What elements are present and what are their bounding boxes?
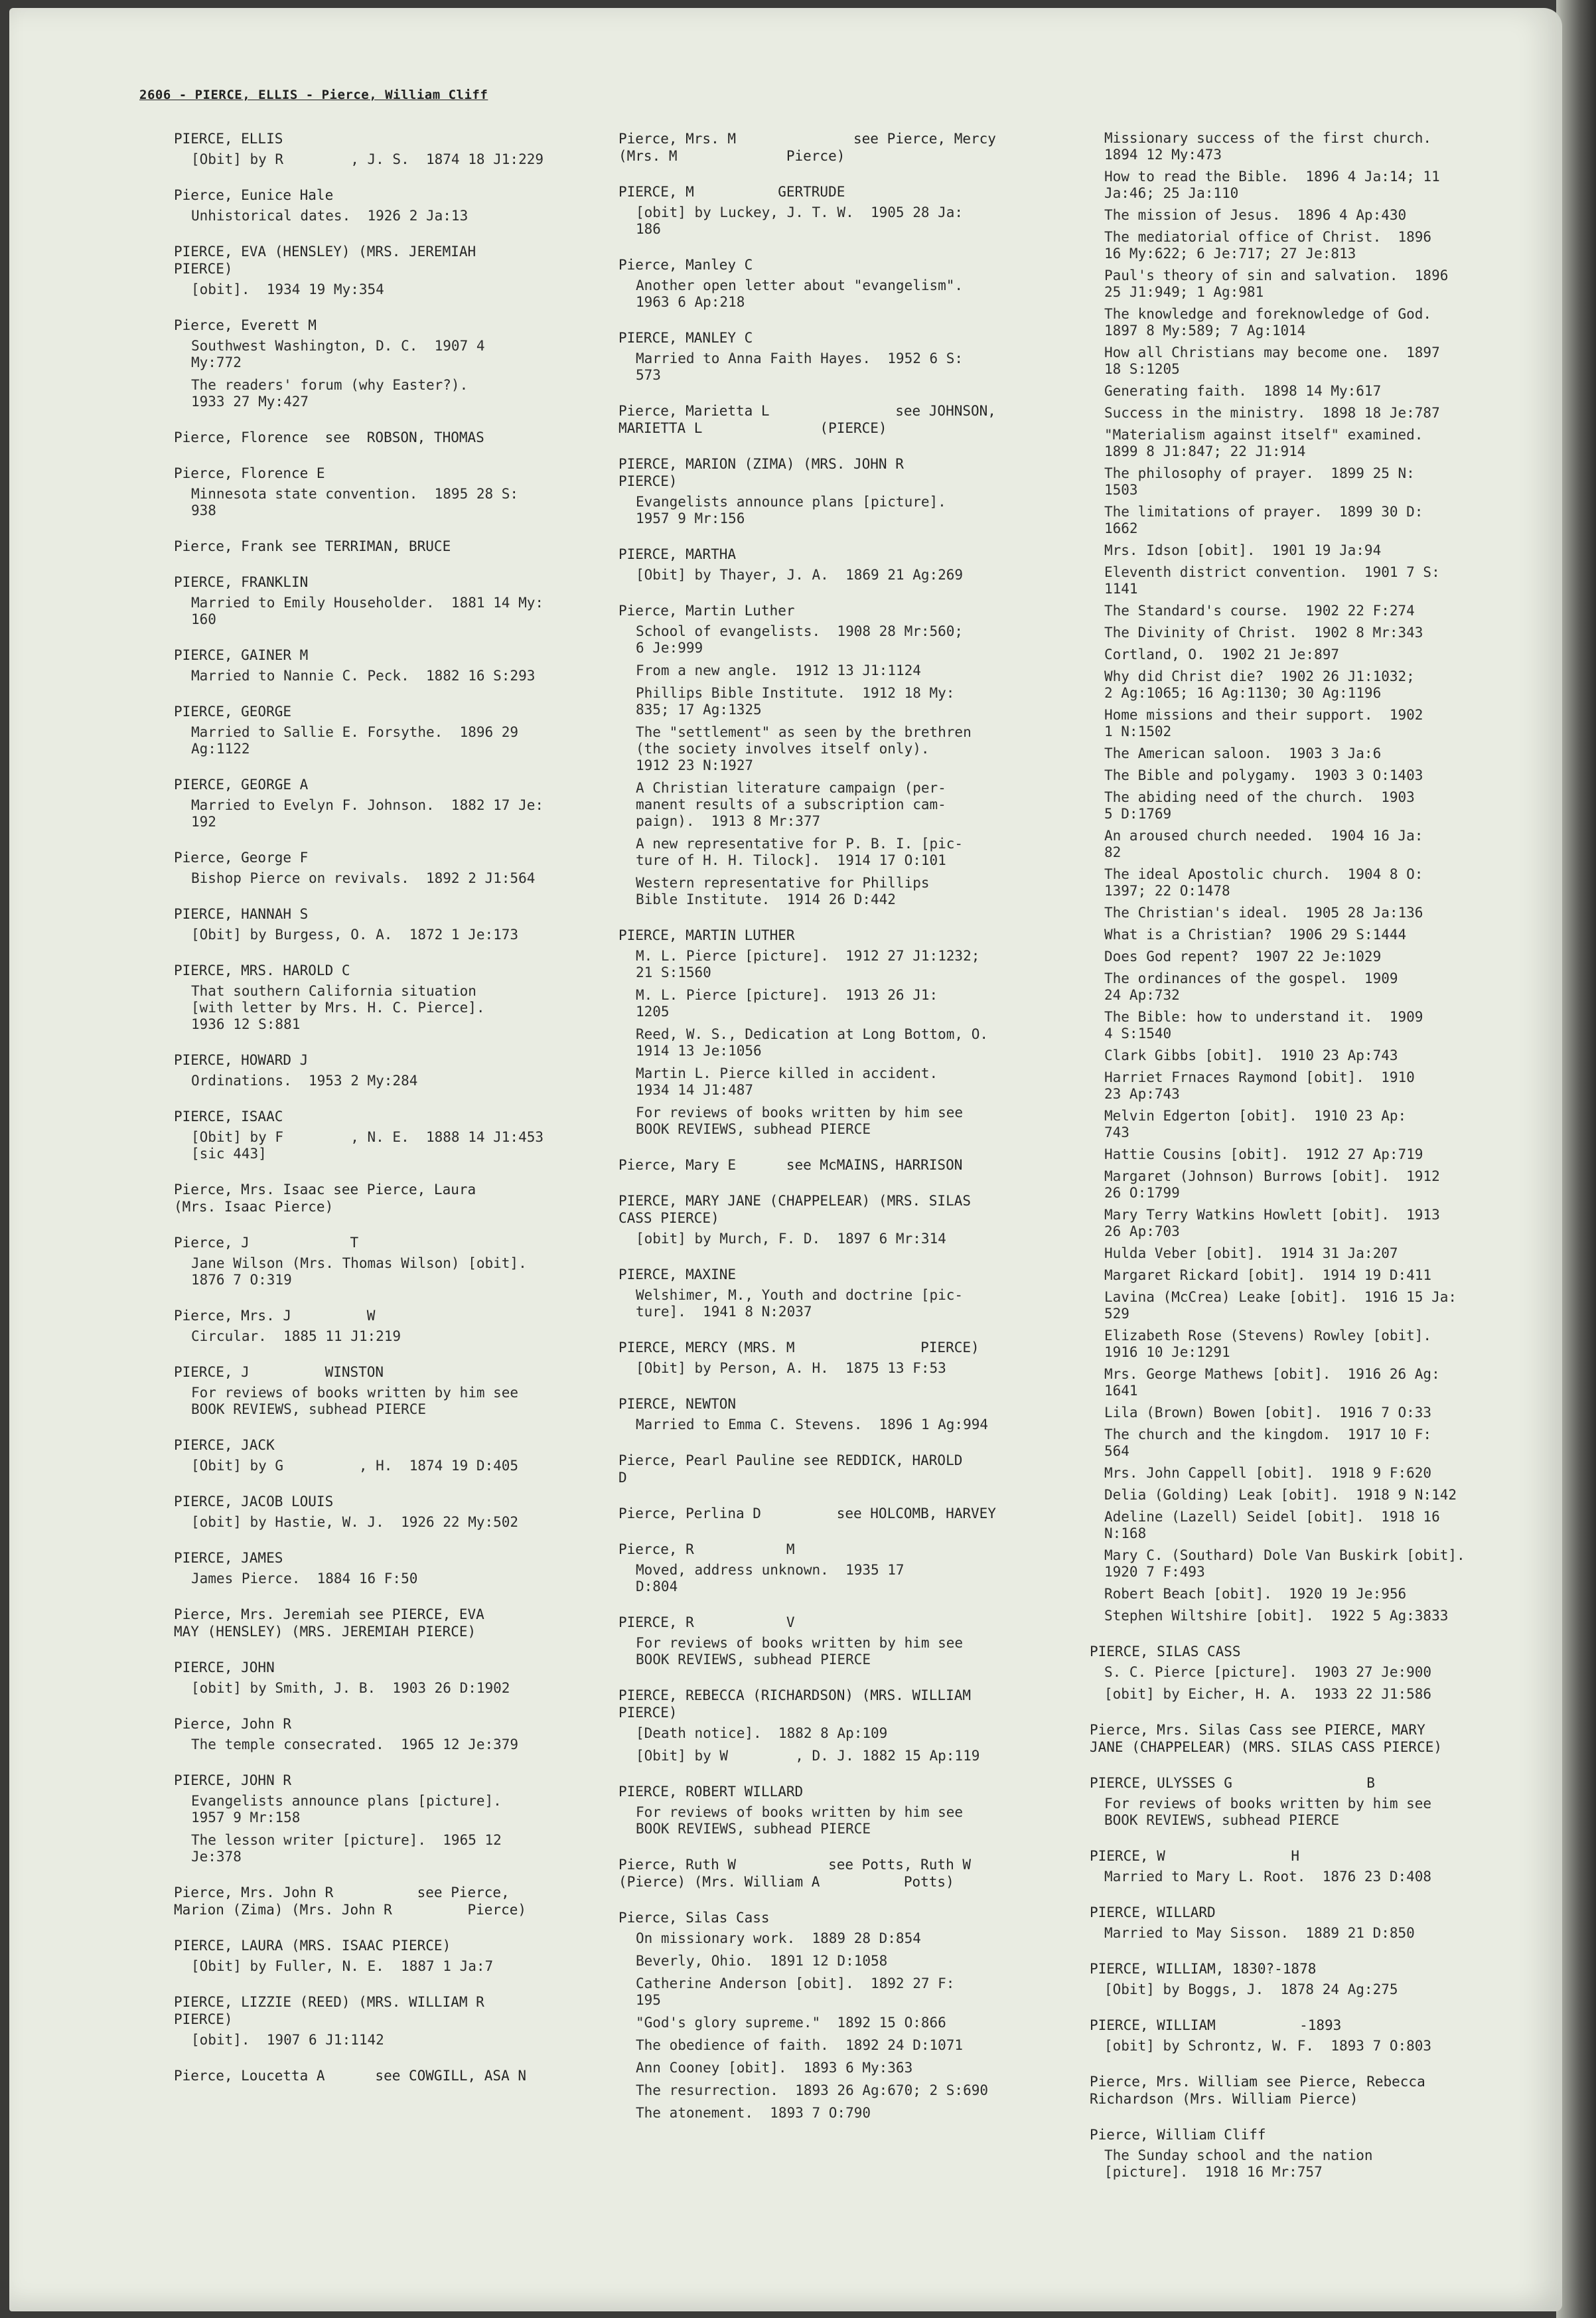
entry-citation: [Obit] by Boggs, J. 1878 24 Ag:275 — [1104, 1981, 1398, 1997]
entry-heading: PIERCE, EVA (HENSLEY) (MRS. JEREMIAH PIERCE) — [174, 244, 476, 277]
entry-citation: Southwest Washington, D. C. 1907 4 My:772 — [191, 338, 485, 370]
entry-citation: Married to Emily Householder. 1881 14 My: 160 — [191, 595, 544, 627]
entry-citation: Hattie Cousins [obit]. 1912 27 Ap:719 — [1104, 1146, 1423, 1162]
entry-citation: How all Christians may become one. 1897 18 S:1205 — [1104, 345, 1440, 377]
entry-heading: PIERCE, HANNAH S — [174, 906, 309, 922]
index-entry — [618, 1452, 1050, 1486]
entry-citation: Married to Nannie C. Peck. 1882 16 S:293 — [191, 668, 536, 684]
entry-heading: Pierce, Manley C — [618, 257, 753, 273]
entry-heading: Pierce, Frank see TERRIMAN, BRUCE — [174, 538, 451, 554]
entry-citation: [Obit] by Fuller, N. E. 1887 1 Ja:7 — [191, 1958, 494, 1974]
entry-heading: PIERCE, LAURA (MRS. ISAAC PIERCE) — [174, 1938, 451, 1954]
index-entry — [618, 1909, 1050, 2122]
entry-heading: PIERCE, J WINSTON — [174, 1364, 384, 1380]
entry-citation: [Obit] by Person, A. H. 1875 13 F:53 — [636, 1360, 946, 1376]
entry-heading: Pierce, Mrs. M see Pierce, Mercy (Mrs. M Pierce) — [618, 131, 996, 164]
index-entry — [174, 1181, 585, 1215]
entry-citation: Phillips Bible Institute. 1912 18 My: 835; 17 Ag:1325 — [636, 685, 955, 718]
entry-citation: Evangelists announce plans [picture]. 1957 9 Mr:158 — [191, 1793, 502, 1825]
entry-citation: Mrs. George Mathews [obit]. 1916 26 Ag: 1641 — [1104, 1366, 1440, 1399]
index-entry — [174, 1884, 585, 1918]
entry-citation: [Obit] by F , N. E. 1888 14 J1:453 [sic 443] — [191, 1129, 544, 1162]
entry-heading: Pierce, William Cliff — [1090, 2127, 1266, 2143]
entry-citation: [Obit] by R , J. S. 1874 18 J1:229 — [191, 151, 544, 167]
entry-citation: For reviews of books written by him see BOOK REVIEWS, subhead PIERCE — [636, 1105, 964, 1137]
index-entry — [618, 256, 1050, 311]
index-entry — [174, 962, 585, 1033]
index-entry — [174, 1108, 585, 1162]
entry-citation: [obit] by Luckey, J. T. W. 1905 28 Ja: 186 — [636, 204, 964, 237]
index-entry — [174, 1493, 585, 1531]
index-entry — [618, 402, 1050, 437]
running-head: 2606 - PIERCE, ELLIS - Pierce, William Cliff — [139, 88, 488, 102]
entry-heading: PIERCE, LIZZIE (REED) (MRS. WILLIAM R PIERCE) — [174, 1994, 484, 2027]
entry-heading: Pierce, Pearl Pauline see REDDICK, HAROLD D — [618, 1452, 963, 1486]
entry-heading: Pierce, Silas Cass — [618, 1910, 770, 1926]
entry-heading: PIERCE, MARTIN LUTHER — [618, 927, 795, 943]
entry-heading: Pierce, Marietta L see JOHNSON, MARIETTA L (PIERCE) — [618, 403, 996, 436]
entry-citation: The atonement. 1893 7 O:790 — [636, 2105, 871, 2121]
entry-citation: From a new angle. 1912 13 J1:1124 — [636, 662, 921, 678]
index-entry — [618, 455, 1050, 527]
index-entry — [618, 546, 1050, 583]
entry-citation: The church and the kingdom. 1917 10 F: 564 — [1104, 1427, 1432, 1459]
index-entry — [174, 849, 585, 887]
entry-citation: Paul's theory of sin and salvation. 1896 25 J1:949; 1 Ag:981 — [1104, 268, 1449, 300]
entry-heading: PIERCE, MAXINE — [618, 1267, 737, 1282]
entry-heading: PIERCE, ROBERT WILLARD — [618, 1784, 804, 1800]
index-entry — [618, 1192, 1050, 1247]
entry-citation: Mrs. Idson [obit]. 1901 19 Ja:94 — [1104, 542, 1382, 558]
entry-citation: "God's glory supreme." 1892 15 O:866 — [636, 2015, 946, 2031]
entry-citation: The lesson writer [picture]. 1965 12 Je:378 — [191, 1832, 502, 1865]
index-entry — [1090, 1774, 1541, 1829]
entry-citation: Mary Terry Watkins Howlett [obit]. 1913 26 Ap:703 — [1104, 1207, 1440, 1239]
entry-citation: The American saloon. 1903 3 Ja:6 — [1104, 745, 1382, 761]
index-entry — [1090, 130, 1541, 1624]
index-entry — [618, 1339, 1050, 1377]
entry-citation: Minnesota state convention. 1895 28 S: 938 — [191, 486, 519, 518]
column-right — [1090, 130, 1541, 2199]
entry-citation: For reviews of books written by him see BOOK REVIEWS, subhead PIERCE — [636, 1635, 964, 1667]
index-entry — [174, 2067, 585, 2084]
entry-citation: Generating faith. 1898 14 My:617 — [1104, 383, 1382, 399]
index-entry — [174, 187, 585, 224]
entry-heading: PIERCE, JAMES — [174, 1550, 283, 1566]
entry-citation: Ann Cooney [obit]. 1893 6 My:363 — [636, 2060, 913, 2076]
entry-citation: Married to Anna Faith Hayes. 1952 6 S: 573 — [636, 350, 964, 383]
index-entry — [174, 703, 585, 757]
entry-heading: PIERCE, JOHN — [174, 1660, 275, 1675]
entry-citation: Robert Beach [obit]. 1920 19 Je:956 — [1104, 1586, 1407, 1602]
index-entry — [174, 1363, 585, 1418]
entry-citation: The mission of Jesus. 1896 4 Ap:430 — [1104, 207, 1407, 223]
entry-citation: The ordinances of the gospel. 1909 24 Ap:732 — [1104, 970, 1398, 1003]
entry-citation: Circular. 1885 11 J1:219 — [191, 1328, 401, 1344]
entry-citation: The mediatorial office of Christ. 1896 16 My:622; 6 Je:717; 27 Je:813 — [1104, 229, 1432, 262]
entry-heading: Pierce, John R — [174, 1716, 292, 1732]
entry-citation: For reviews of books written by him see BOOK REVIEWS, subhead PIERCE — [636, 1804, 964, 1837]
entry-citation: Harriet Frnaces Raymond [obit]. 1910 23 Ap:743 — [1104, 1069, 1415, 1102]
index-entry — [618, 602, 1050, 908]
entry-heading: PIERCE, MRS. HAROLD C — [174, 963, 350, 978]
entry-heading: PIERCE, HOWARD J — [174, 1052, 309, 1068]
entry-citation: Beverly, Ohio. 1891 12 D:1058 — [636, 1953, 888, 1969]
entry-heading: PIERCE, MERCY (MRS. M PIERCE) — [618, 1340, 979, 1355]
entry-citation: Married to Evelyn F. Johnson. 1882 17 Je: 192 — [191, 797, 544, 830]
entry-heading: PIERCE, GEORGE A — [174, 777, 309, 793]
index-entry — [1090, 1904, 1541, 1942]
entry-citation: [Obit] by W , D. J. 1882 15 Ap:119 — [636, 1748, 980, 1764]
entry-heading: Pierce, Mrs. Jeremiah see PIERCE, EVA MAY (HENSLEY) (MRS. JEREMIAH PIERCE) — [174, 1606, 484, 1640]
entry-citation: [obit] by Murch, F. D. 1897 6 Mr:314 — [636, 1231, 946, 1247]
entry-heading: PIERCE, JOHN R — [174, 1772, 292, 1788]
entry-heading: PIERCE, JACK — [174, 1437, 275, 1453]
entry-heading: PIERCE, JACOB LOUIS — [174, 1494, 334, 1509]
index-entry — [1090, 2126, 1541, 2181]
entry-heading: Pierce, J T — [174, 1235, 359, 1251]
index-entry — [618, 1687, 1050, 1764]
entry-heading: PIERCE, GEORGE — [174, 704, 292, 720]
entry-citation: Another open letter about "evangelism". 1963 6 Ap:218 — [636, 277, 964, 310]
entry-citation: Margaret (Johnson) Burrows [obit]. 1912 26 O:1799 — [1104, 1168, 1440, 1201]
index-entry — [174, 905, 585, 943]
entry-citation: The ideal Apostolic church. 1904 8 O: 1397; 22 O:1478 — [1104, 866, 1423, 899]
entry-citation: Cortland, O. 1902 21 Je:897 — [1104, 647, 1340, 662]
entry-heading: Pierce, George F — [174, 850, 309, 866]
index-entry — [618, 1505, 1050, 1522]
entry-heading: Pierce, Perlina D see HOLCOMB, HARVEY — [618, 1506, 996, 1521]
entry-heading: PIERCE, SILAS CASS — [1090, 1644, 1241, 1660]
index-entry — [174, 130, 585, 168]
entry-citation: [obit]. 1907 6 J1:1142 — [191, 2032, 384, 2048]
entry-citation: Success in the ministry. 1898 18 Je:787 — [1104, 405, 1440, 421]
entry-citation: The Sunday school and the nation [picture]. 1918 16 Mr:757 — [1104, 2147, 1373, 2180]
entry-heading: Pierce, R M — [618, 1541, 795, 1557]
entry-citation: For reviews of books written by him see BOOK REVIEWS, subhead PIERCE — [1104, 1796, 1432, 1828]
entry-citation: [Obit] by Burgess, O. A. 1872 1 Je:173 — [191, 927, 519, 943]
index-entry — [618, 1614, 1050, 1668]
entry-citation: School of evangelists. 1908 28 Mr:560; 6 Je:999 — [636, 623, 964, 656]
entry-citation: Clark Gibbs [obit]. 1910 23 Ap:743 — [1104, 1047, 1398, 1063]
entry-heading: Pierce, Florence E — [174, 465, 325, 481]
index-entry — [174, 574, 585, 628]
entry-citation: Missionary success of the first church. 1894 12 My:473 — [1104, 130, 1432, 163]
entry-citation: Elizabeth Rose (Stevens) Rowley [obit]. 1916 10 Je:1291 — [1104, 1328, 1432, 1360]
entry-citation: Ordinations. 1953 2 My:284 — [191, 1073, 418, 1089]
column-left — [174, 130, 585, 2103]
entry-citation: [obit]. 1934 19 My:354 — [191, 281, 384, 297]
entry-citation: Lavina (McCrea) Leake [obit]. 1916 15 Ja: 529 — [1104, 1289, 1457, 1322]
index-entry — [1090, 1960, 1541, 1998]
entry-heading: PIERCE, M GERTRUDE — [618, 184, 845, 200]
index-entry — [618, 329, 1050, 384]
index-entry — [174, 1436, 585, 1474]
entry-citation: On missionary work. 1889 28 D:854 — [636, 1930, 921, 1946]
index-entry — [174, 1234, 585, 1288]
entry-citation: The "settlement" as seen by the brethren (the society involves itself only). 1912 23 N:1927 — [636, 724, 972, 773]
entry-citation: How to read the Bible. 1896 4 Ja:14; 11 Ja:46; 25 Ja:110 — [1104, 169, 1440, 201]
entry-citation: Married to Sallie E. Forsythe. 1896 29 Ag:1122 — [191, 724, 519, 757]
entry-heading: PIERCE, W H — [1090, 1848, 1300, 1864]
index-entry — [618, 1856, 1050, 1891]
entry-citation: S. C. Pierce [picture]. 1903 27 Je:900 — [1104, 1664, 1432, 1680]
entry-citation: Welshimer, M., Youth and doctrine [pic- ture]. 1941 8 N:2037 — [636, 1287, 964, 1320]
index-entry — [174, 243, 585, 298]
entry-citation: Eleventh district convention. 1901 7 S: 1141 — [1104, 564, 1440, 597]
entry-citation: The Bible and polygamy. 1903 3 O:1403 — [1104, 767, 1423, 783]
entry-heading: Pierce, Everett M — [174, 317, 317, 333]
index-entry — [618, 183, 1050, 238]
entry-citation: Stephen Wiltshire [obit]. 1922 5 Ag:3833 — [1104, 1608, 1449, 1624]
entry-heading: Pierce, Mrs. John R see Pierce, Marion (Zima) (Mrs. John R Pierce) — [174, 1885, 527, 1918]
index-entry — [174, 317, 585, 410]
entry-citation: Adeline (Lazell) Seidel [obit]. 1918 16 N:168 — [1104, 1509, 1440, 1541]
entry-citation: [Death notice]. 1882 8 Ap:109 — [636, 1725, 888, 1741]
index-entry — [618, 1266, 1050, 1320]
entry-citation: M. L. Pierce [picture]. 1913 26 J1: 1205 — [636, 987, 938, 1020]
entry-citation: Jane Wilson (Mrs. Thomas Wilson) [obit]. 1876 7 O:319 — [191, 1255, 527, 1288]
entry-citation: Moved, address unknown. 1935 17 D:804 — [636, 1562, 905, 1594]
entry-citation: The philosophy of prayer. 1899 25 N: 1503 — [1104, 465, 1415, 498]
entry-heading: PIERCE, MANLEY C — [618, 330, 753, 346]
entry-citation: M. L. Pierce [picture]. 1912 27 J1:1232; 21 S:1560 — [636, 948, 980, 980]
entry-citation: [obit] by Eicher, H. A. 1933 22 J1:586 — [1104, 1686, 1432, 1702]
entry-citation: Bishop Pierce on revivals. 1892 2 J1:564 — [191, 870, 536, 886]
entry-heading: PIERCE, ULYSSES G B — [1090, 1775, 1375, 1791]
index-entry — [174, 465, 585, 519]
entry-citation: A Christian literature campaign (per- manent results of a subscription cam- paign). 1913 8 Mr:377 — [636, 780, 946, 829]
index-entry — [1090, 1721, 1541, 1756]
entry-citation: Home missions and their support. 1902 1 N:1502 — [1104, 707, 1423, 739]
entry-heading: Pierce, Loucetta A see COWGILL, ASA N — [174, 2068, 527, 2084]
entry-citation: Reed, W. S., Dedication at Long Bottom, O. 1914 13 Je:1056 — [636, 1026, 989, 1059]
entry-heading: PIERCE, GAINER M — [174, 647, 309, 663]
entry-heading: PIERCE, WILLARD — [1090, 1904, 1216, 1920]
index-entry — [174, 1715, 585, 1753]
entry-citation: Margaret Rickard [obit]. 1914 19 D:411 — [1104, 1267, 1432, 1283]
index-entry — [174, 1659, 585, 1697]
entry-heading: Pierce, Ruth W see Potts, Ruth W (Pierce) (Mrs. William A Potts) — [618, 1857, 972, 1890]
index-entry — [618, 1783, 1050, 1837]
entry-heading: Pierce, Eunice Hale — [174, 187, 334, 203]
entry-citation: Martin L. Pierce killed in accident. 1934 14 J1:487 — [636, 1065, 938, 1098]
entry-heading: PIERCE, FRANKLIN — [174, 574, 309, 590]
entry-citation: Mary C. (Southard) Dole Van Buskirk [obit]. 1920 7 F:493 — [1104, 1547, 1465, 1580]
entry-citation: Evangelists announce plans [picture]. 1957 9 Mr:156 — [636, 494, 946, 526]
index-entry — [1090, 1847, 1541, 1885]
entry-citation: "Materialism against itself" examined. 1899 8 J1:847; 22 J1:914 — [1104, 427, 1423, 459]
entry-citation: [obit] by Schrontz, W. F. 1893 7 O:803 — [1104, 2038, 1432, 2054]
index-entry — [174, 647, 585, 684]
entry-citation: The resurrection. 1893 26 Ag:670; 2 S:690 — [636, 2082, 989, 2098]
entry-citation: Lila (Brown) Bowen [obit]. 1916 7 O:33 — [1104, 1405, 1432, 1421]
entry-heading: PIERCE, WILLIAM -1893 — [1090, 2017, 1342, 2033]
index-entry — [174, 1772, 585, 1865]
entry-citation: The temple consecrated. 1965 12 Je:379 — [191, 1737, 519, 1752]
index-entry — [618, 927, 1050, 1138]
entry-heading: Pierce, Mrs. Silas Cass see PIERCE, MARY JANE (CHAPPELEAR) (MRS. SILAS CASS PIERCE) — [1090, 1722, 1443, 1755]
entry-heading: Pierce, Mrs. Isaac see Pierce, Laura (Mrs. Isaac Pierce) — [174, 1182, 476, 1215]
entry-citation: That southern California situation [with letter by Mrs. H. C. Pierce]. 1936 12 S:881 — [191, 983, 485, 1032]
entry-citation: The Bible: how to understand it. 1909 4 S:1540 — [1104, 1009, 1423, 1042]
entry-heading: PIERCE, REBECCA (RICHARDSON) (MRS. WILLIAM PIERCE) — [618, 1687, 972, 1721]
entry-heading: Pierce, Martin Luther — [618, 603, 795, 619]
index-entry — [174, 1307, 585, 1345]
column-middle — [618, 130, 1050, 2140]
entry-citation: Mrs. John Cappell [obit]. 1918 9 F:620 — [1104, 1465, 1432, 1481]
entry-heading: PIERCE, NEWTON — [618, 1396, 737, 1412]
entry-heading: Pierce, Mary E see McMAINS, HARRISON — [618, 1157, 963, 1173]
entry-heading: PIERCE, MARTHA — [618, 546, 737, 562]
index-entry — [174, 429, 585, 446]
entry-heading: PIERCE, R V — [618, 1614, 795, 1630]
entry-citation: James Pierce. 1884 16 F:50 — [191, 1571, 418, 1586]
index-entry — [174, 1549, 585, 1587]
entry-citation: The limitations of prayer. 1899 30 D: 1662 — [1104, 504, 1423, 536]
entry-heading: PIERCE, WILLIAM, 1830?-1878 — [1090, 1961, 1317, 1977]
entry-heading: PIERCE, ELLIS — [174, 131, 283, 147]
entry-citation: [obit] by Smith, J. B. 1903 26 D:1902 — [191, 1680, 510, 1696]
entry-citation: For reviews of books written by him see BOOK REVIEWS, subhead PIERCE — [191, 1385, 519, 1417]
entry-citation: The Divinity of Christ. 1902 8 Mr:343 — [1104, 625, 1423, 641]
entry-citation: [Obit] by Thayer, J. A. 1869 21 Ag:269 — [636, 567, 964, 583]
index-entry — [174, 1051, 585, 1089]
entry-citation: An aroused church needed. 1904 16 Ja: 82 — [1104, 828, 1423, 860]
entry-citation: Catherine Anderson [obit]. 1892 27 F: 195 — [636, 1975, 955, 2008]
index-entry — [174, 776, 585, 830]
entry-citation: The knowledge and foreknowledge of God. 1897 8 My:589; 7 Ag:1014 — [1104, 306, 1432, 339]
entry-heading: Pierce, Florence see ROBSON, THOMAS — [174, 429, 484, 445]
index-entry — [618, 1541, 1050, 1595]
entry-citation: A new representative for P. B. I. [pic- ture of H. H. Tilock]. 1914 17 O:101 — [636, 836, 964, 868]
entry-citation: Unhistorical dates. 1926 2 Ja:13 — [191, 208, 469, 224]
entry-citation: Hulda Veber [obit]. 1914 31 Ja:207 — [1104, 1245, 1398, 1261]
index-entry — [174, 538, 585, 555]
entry-citation: Melvin Edgerton [obit]. 1910 23 Ap: 743 — [1104, 1108, 1407, 1140]
entry-citation: Why did Christ die? 1902 26 J1:1032; 2 Ag:1065; 16 Ag:1130; 30 Ag:1196 — [1104, 668, 1415, 701]
entry-citation: The abiding need of the church. 1903 5 D:1769 — [1104, 789, 1415, 822]
entry-heading: PIERCE, ISAAC — [174, 1109, 283, 1124]
entry-citation: Married to Emma C. Stevens. 1896 1 Ag:994 — [636, 1417, 989, 1432]
index-entry — [618, 1156, 1050, 1174]
entry-citation: [obit] by Hastie, W. J. 1926 22 My:502 — [191, 1514, 519, 1530]
index-entry — [1090, 1643, 1541, 1703]
book-spine-edge — [1556, 0, 1596, 2318]
entry-heading: Pierce, Mrs. William see Pierce, Rebecca Richardson (Mrs. William Pierce) — [1090, 2074, 1425, 2107]
index-entry — [174, 1993, 585, 2048]
index-entry — [174, 1937, 585, 1975]
index-page — [9, 8, 1562, 2311]
entry-heading: PIERCE, MARION (ZIMA) (MRS. JOHN R PIERCE) — [618, 456, 904, 489]
entry-citation: The Christian's ideal. 1905 28 Ja:136 — [1104, 905, 1423, 921]
index-entry — [1090, 2073, 1541, 2108]
index-entry — [174, 1606, 585, 1640]
entry-citation: Delia (Golding) Leak [obit]. 1918 9 N:142 — [1104, 1487, 1457, 1503]
entry-heading: Pierce, Mrs. J W — [174, 1308, 376, 1324]
entry-citation: Does God repent? 1907 22 Je:1029 — [1104, 949, 1382, 965]
entry-heading: PIERCE, MARY JANE (CHAPPELEAR) (MRS. SILAS CASS PIERCE) — [618, 1193, 972, 1226]
entry-citation: Married to Mary L. Root. 1876 23 D:408 — [1104, 1869, 1432, 1885]
entry-citation: The Standard's course. 1902 22 F:274 — [1104, 603, 1415, 619]
entry-citation: What is a Christian? 1906 29 S:1444 — [1104, 927, 1407, 943]
index-entry — [618, 1395, 1050, 1433]
entry-citation: The readers' forum (why Easter?). 1933 27 My:427 — [191, 377, 469, 410]
index-entry — [1090, 2017, 1541, 2054]
index-entry — [618, 130, 1050, 165]
entry-citation: Married to May Sisson. 1889 21 D:850 — [1104, 1925, 1415, 1941]
entry-citation: The obedience of faith. 1892 24 D:1071 — [636, 2037, 964, 2053]
entry-citation: Western representative for Phillips Bible Institute. 1914 26 D:442 — [636, 875, 930, 907]
entry-citation: [Obit] by G , H. 1874 19 D:405 — [191, 1458, 519, 1474]
